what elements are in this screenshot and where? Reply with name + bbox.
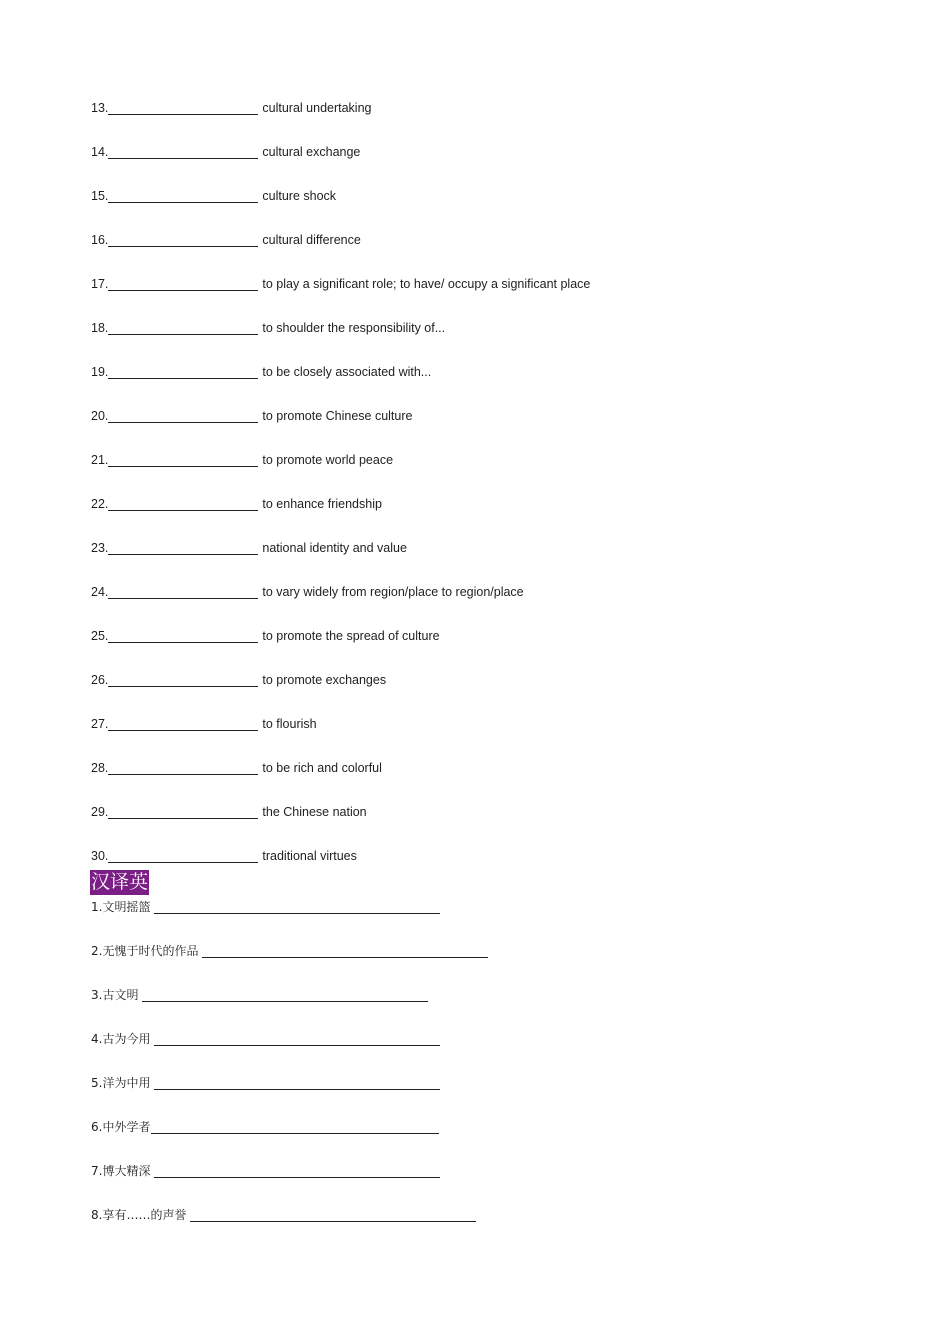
answer-blank[interactable] [108, 408, 258, 423]
item-label: 2.无愧于时代的作品 [91, 944, 199, 958]
answer-blank[interactable] [108, 320, 258, 335]
answer-blank[interactable] [108, 628, 258, 643]
item-number: 22. [91, 497, 109, 511]
list-item [91, 540, 590, 584]
list-item [91, 716, 590, 760]
list-item [91, 1207, 488, 1251]
item-number: 13. [91, 101, 109, 115]
item-meaning: culture shock [262, 189, 337, 203]
list-item [91, 1075, 488, 1119]
item-meaning: to promote exchanges [262, 673, 387, 687]
answer-blank[interactable] [108, 452, 258, 467]
item-number: 17. [91, 277, 109, 291]
list-item [91, 760, 590, 804]
answer-blank[interactable] [154, 1163, 440, 1178]
item-number: 27. [91, 717, 109, 731]
item-number: 26. [91, 673, 109, 687]
item-label: 5.洋为中用 [91, 1076, 151, 1090]
section-heading: 汉译英 [91, 871, 149, 893]
item-meaning: to promote Chinese culture [262, 409, 413, 423]
item-meaning: to shoulder the responsibility of... [262, 321, 446, 335]
item-meaning: cultural exchange [262, 145, 361, 159]
item-meaning: to flourish [262, 717, 317, 731]
list-item [91, 804, 590, 848]
item-meaning: to enhance friendship [262, 497, 382, 511]
list-item [91, 1119, 488, 1163]
item-meaning: national identity and value [262, 541, 407, 555]
item-number: 28. [91, 761, 109, 775]
answer-blank[interactable] [154, 1075, 440, 1090]
item-label: 7.博大精深 [91, 1164, 151, 1178]
answer-blank[interactable] [108, 540, 258, 555]
answer-blank[interactable] [151, 1119, 439, 1134]
item-meaning: to play a significant role; to have/ occupy a significant place [262, 277, 591, 291]
item-label: 4.古为今用 [91, 1032, 151, 1046]
list-item [91, 144, 590, 188]
answer-blank[interactable] [154, 899, 440, 914]
list-item [91, 100, 590, 144]
item-number: 15. [91, 189, 109, 203]
answer-blank[interactable] [108, 144, 258, 159]
answer-blank[interactable] [108, 496, 258, 511]
answer-blank[interactable] [108, 804, 258, 819]
answer-blank[interactable] [108, 672, 258, 687]
list-item [91, 452, 590, 496]
answer-blank[interactable] [108, 100, 258, 115]
answer-blank[interactable] [190, 1207, 476, 1222]
item-number: 19. [91, 365, 109, 379]
item-meaning: traditional virtues [262, 849, 357, 863]
answer-blank[interactable] [108, 760, 258, 775]
item-number: 16. [91, 233, 109, 247]
answer-blank[interactable] [108, 276, 258, 291]
answer-blank[interactable] [108, 584, 258, 599]
list-item [91, 320, 590, 364]
item-number: 20. [91, 409, 109, 423]
list-item [91, 943, 488, 987]
answer-blank[interactable] [108, 188, 258, 203]
list-item [91, 584, 590, 628]
item-label: 8.享有……的声誉 [91, 1208, 187, 1222]
item-meaning: to vary widely from region/place to region/place [262, 585, 524, 599]
item-number: 14. [91, 145, 109, 159]
item-number: 23. [91, 541, 109, 555]
item-meaning: the Chinese nation [262, 805, 367, 819]
answer-blank[interactable] [202, 943, 488, 958]
list-item [91, 899, 488, 943]
item-number: 29. [91, 805, 109, 819]
item-number: 30. [91, 849, 109, 863]
list-item [91, 496, 590, 540]
list-item [91, 628, 590, 672]
answer-blank[interactable] [108, 232, 258, 247]
item-label: 6.中外学者 [91, 1120, 151, 1134]
item-meaning: to be rich and colorful [262, 761, 382, 775]
answer-blank[interactable] [108, 716, 258, 731]
chinese-to-english-list [91, 899, 488, 1251]
list-item [91, 276, 590, 320]
list-item [91, 232, 590, 276]
item-number: 24. [91, 585, 109, 599]
list-item [91, 672, 590, 716]
list-item [91, 848, 590, 892]
item-meaning: cultural difference [262, 233, 361, 247]
item-number: 25. [91, 629, 109, 643]
answer-blank[interactable] [154, 1031, 440, 1046]
list-item [91, 987, 488, 1031]
answer-blank[interactable] [142, 987, 428, 1002]
item-meaning: cultural undertaking [262, 101, 372, 115]
item-number: 21. [91, 453, 109, 467]
answer-blank[interactable] [108, 364, 258, 379]
answer-blank[interactable] [108, 848, 258, 863]
item-number: 18. [91, 321, 109, 335]
english-to-chinese-list [91, 100, 590, 892]
item-meaning: to promote the spread of culture [262, 629, 440, 643]
list-item [91, 1031, 488, 1075]
item-meaning: to be closely associated with... [262, 365, 432, 379]
list-item [91, 408, 590, 452]
list-item [91, 188, 590, 232]
item-meaning: to promote world peace [262, 453, 394, 467]
list-item [91, 364, 590, 408]
item-label: 1.文明摇篮 [91, 900, 151, 914]
item-label: 3.古文明 [91, 988, 139, 1002]
list-item [91, 1163, 488, 1207]
